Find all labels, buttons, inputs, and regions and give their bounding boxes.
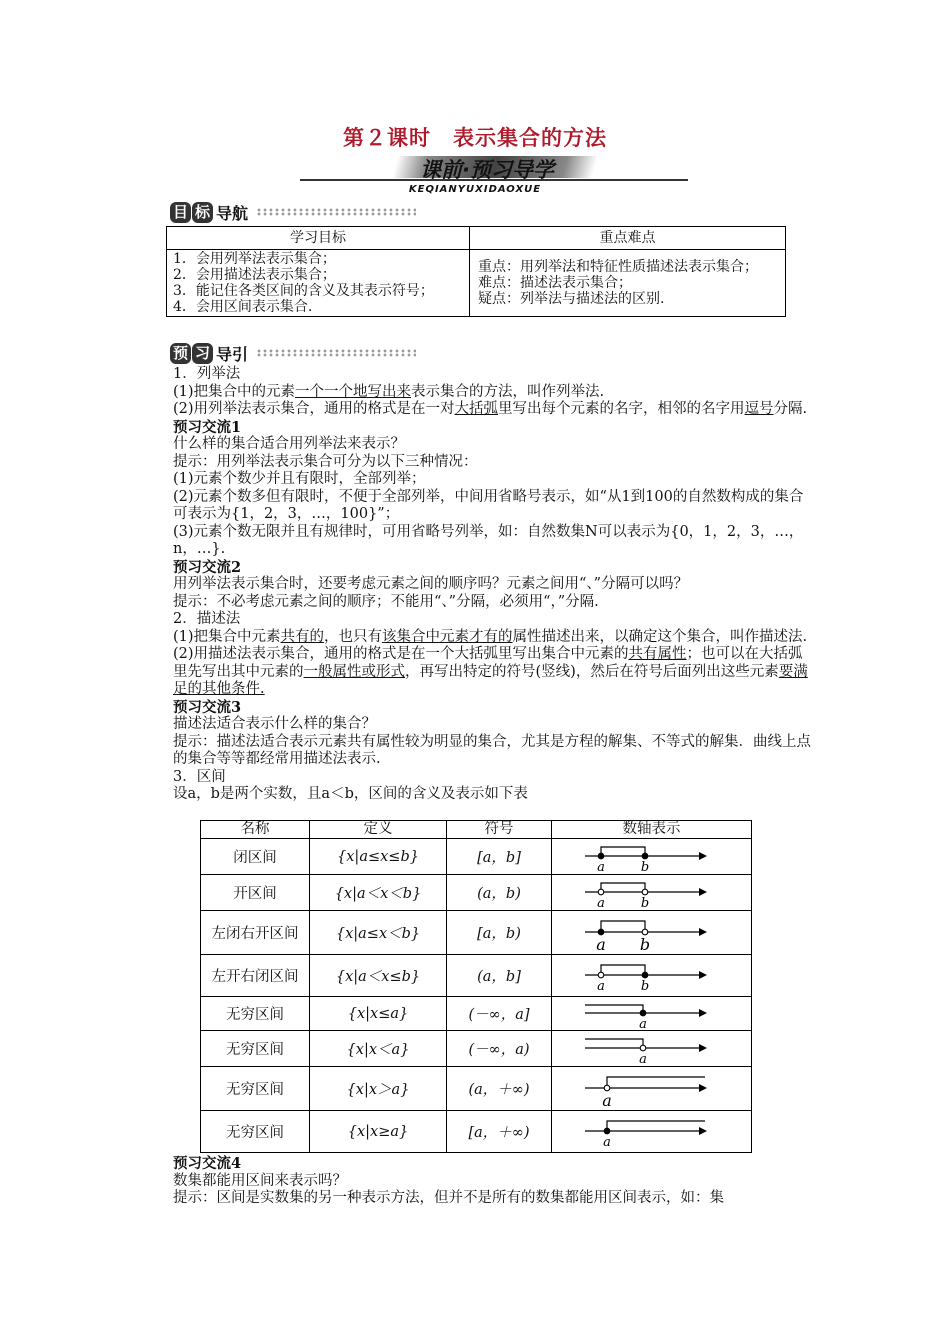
axis-label-a: a: [595, 934, 606, 954]
heading-list-method: 1．列举法: [173, 366, 241, 382]
question: 描述法适合表示什么样的集合？: [173, 716, 376, 732]
axis-label-b: b: [640, 859, 649, 874]
goal-item: 2．会用描述法表示集合；: [173, 267, 336, 283]
col-symbol: 符号: [447, 821, 552, 839]
interval-row: [201, 1111, 752, 1153]
interval-row: [201, 997, 752, 1031]
number-line: [577, 1032, 727, 1066]
number-line: [577, 998, 727, 1030]
interval-symbol: (－∞，a): [447, 1031, 552, 1067]
tail-content: [173, 1155, 817, 1208]
axis-arrow: [699, 1084, 707, 1092]
interval-name: 无穷区间: [201, 1111, 310, 1153]
interval-number-line: [552, 955, 752, 997]
interval-row: [201, 1031, 752, 1067]
interval-bracket: [601, 965, 645, 975]
closed-endpoint: [640, 1010, 646, 1016]
key-item: 重点：用列举法和特征性质描述法表示集合；: [478, 259, 758, 275]
interval-row: [201, 875, 752, 911]
preview-badge-2: 习: [192, 343, 213, 364]
open-endpoint: [598, 889, 604, 895]
interval-name: 无穷区间: [201, 1067, 310, 1111]
axis-arrow: [699, 928, 707, 936]
number-line: [577, 1068, 727, 1110]
dotted-rule: [256, 349, 416, 357]
closed-endpoint: [604, 1128, 610, 1134]
open-endpoint: [604, 1085, 610, 1091]
interval-name: 左闭右开区间: [201, 911, 310, 955]
hint: 提示：不必考虑元素之间的顺序；不能用“、”分隔，必须用“，”分隔.: [173, 593, 599, 610]
axis-label-a: a: [596, 978, 605, 994]
interval-name: 开区间: [201, 875, 310, 911]
interval-name: 无穷区间: [201, 997, 310, 1031]
interval-row: [201, 911, 752, 955]
goals-header-right: 重点难点: [470, 227, 786, 250]
heading-description-method: 2．描述法: [173, 611, 241, 627]
paragraph: (2)用描述法表示集合，通用的格式是在一个大括弧里写出集合中元素的共有属性；也可以在大括弧里先写出其中元素的一般属性或形式，再写出特定的符号(竖线)，然后在符号后面列出这些元素要满足的其他条件.: [173, 646, 808, 697]
number-line: [577, 956, 727, 996]
axis-label-a: a: [638, 1051, 647, 1066]
key-item: 难点：描述法表示集合；: [478, 275, 632, 291]
interval-number-line: [552, 875, 752, 911]
main-content: [173, 366, 817, 804]
interval-number-line: [552, 839, 752, 875]
question: 数集都能用区间来表示吗？: [173, 1172, 347, 1189]
interval-bracket: [607, 1121, 705, 1131]
interval-name: 闭区间: [201, 839, 310, 875]
preview-badge-1: 预: [170, 343, 191, 364]
interval-name: 左开右闭区间: [201, 955, 310, 997]
interval-row: [201, 955, 752, 997]
col-definition: 定义: [310, 821, 447, 839]
interval-bracket: [601, 883, 645, 892]
interval-bracket: [601, 921, 645, 932]
number-line: [577, 876, 727, 910]
hint: 提示：用列举法表示集合可分为以下三种情况：: [173, 453, 478, 470]
interval-symbol: (a，b]: [447, 955, 552, 997]
col-number-line: 数轴表示: [552, 821, 752, 839]
interval-bracket: [601, 847, 645, 856]
interval-symbol: [a，b]: [447, 839, 552, 875]
interval-number-line: [552, 1111, 752, 1153]
open-endpoint: [642, 929, 648, 935]
open-endpoint: [640, 1045, 646, 1051]
axis-arrow: [699, 888, 707, 896]
interval-definition: {x|a＜x≤b}: [310, 955, 447, 997]
interval-table: [200, 820, 752, 1153]
number-line: [577, 1112, 727, 1152]
goal-item: 3．能记住各类区间的含义及其表示符号；: [173, 283, 434, 299]
exchange-title: 预习交流1: [173, 418, 242, 436]
interval-definition: {x|a≤x≤b}: [310, 839, 447, 875]
interval-definition: {x|a＜x＜b}: [310, 875, 447, 911]
goals-table: [166, 226, 786, 317]
exchange-title: 预习交流4: [173, 1155, 242, 1172]
goals-section-head: [170, 199, 416, 225]
interval-bracket: [585, 1005, 643, 1013]
interval-symbol: (－∞，a]: [447, 997, 552, 1031]
axis-arrow: [699, 852, 707, 860]
axis-label-a: a: [602, 1134, 611, 1150]
paragraph: (1)把集合中的元素一个一个地写出来表示集合的方法，叫作列举法.: [173, 383, 605, 400]
interval-symbol: (a，＋∞): [447, 1067, 552, 1111]
number-line: [577, 840, 727, 874]
axis-label-b: b: [639, 934, 650, 954]
heading-interval: 3．区间: [173, 768, 226, 785]
question: 用列举法表示集合时，还要考虑元素之间的顺序吗？元素之间用“、”分隔可以吗？: [173, 576, 689, 592]
closed-endpoint: [598, 853, 604, 859]
banner-subtitle: KEQIANYUXIDAOXUE: [408, 184, 542, 195]
open-endpoint: [598, 972, 604, 978]
banner-rule: [300, 179, 688, 181]
hint: 提示：描述法适合表示元素共有属性较为明显的集合，尤其是方程的解集、不等式的解集．曲线上点的集合等等都经常用描述法表示.: [173, 733, 811, 767]
closed-endpoint: [598, 929, 604, 935]
axis-arrow: [699, 1009, 707, 1017]
interval-definition: {x|x＞a}: [310, 1067, 447, 1111]
axis-arrow: [699, 971, 707, 979]
interval-definition: {x|a≤x＜b}: [310, 911, 447, 955]
closed-endpoint: [642, 972, 648, 978]
axis-label-a: a: [638, 1016, 647, 1030]
hint: (2)元素个数多但有限时，不便于全部列举，中间用省略号表示，如“从1到100的自然数构成的集合可表示为{1，2，3，…，100}”；: [173, 488, 804, 522]
axis-label-b: b: [640, 978, 649, 994]
interval-number-line: [552, 997, 752, 1031]
hint: 提示：区间是实数集的另一种表示方法，但并不是所有的数集都能用区间表示，如：集: [173, 1190, 724, 1206]
goals-badge-2: 标: [192, 202, 213, 223]
preview-label: 导引: [216, 344, 249, 364]
number-line: [577, 912, 727, 954]
key-item: 疑点：列举法与描述法的区别.: [478, 291, 665, 307]
interval-definition: {x|x≤a}: [310, 997, 447, 1031]
interval-number-line: [552, 911, 752, 955]
interval-bracket: [607, 1077, 705, 1088]
interval-row: [201, 1067, 752, 1111]
banner-title: 课前·预习导学: [420, 158, 554, 182]
axis-label-a: a: [596, 895, 605, 910]
interval-number-line: [552, 1031, 752, 1067]
closed-endpoint: [642, 853, 648, 859]
interval-bracket: [585, 1039, 643, 1048]
goal-item: 4．会用区间表示集合.: [173, 299, 313, 315]
paragraph: (1)把集合中元素共有的，也只有该集合中元素才有的属性描述出来，以确定这个集合，叫作描述法.: [173, 628, 808, 645]
interval-definition: {x|x≥a}: [310, 1111, 447, 1153]
interval-symbol: [a，b): [447, 911, 552, 955]
col-name: 名称: [201, 821, 310, 839]
exchange-title: 预习交流3: [173, 698, 242, 716]
goals-right-cell: [470, 250, 786, 317]
preview-section-head: [170, 340, 416, 366]
interval-symbol: [a，＋∞): [447, 1111, 552, 1153]
page-title: 第２课时 表示集合的方法: [343, 126, 607, 150]
dotted-rule: [256, 208, 416, 216]
exchange-title: 预习交流2: [173, 558, 242, 576]
goals-badge-1: 目: [170, 202, 191, 223]
interval-intro: 设a，b是两个实数，且a＜b，区间的含义及表示如下表: [173, 786, 528, 802]
paragraph: (2)用列举法表示集合，通用的格式是在一对大括弧里写出每个元素的名字，相邻的名字用逗号分隔.: [173, 401, 808, 417]
hint: (1)元素个数少并且有限时，全部列举；: [173, 471, 426, 487]
goals-left-cell: [167, 250, 470, 317]
section-banner: [300, 154, 688, 184]
axis-arrow: [699, 1044, 707, 1052]
interval-number-line: [552, 1067, 752, 1111]
interval-symbol: (a，b): [447, 875, 552, 911]
hint: (3)元素个数无限并且有规律时，可用省略号列举，如：自然数集N可以表示为{0，1，2，3，…，n，…}.: [173, 523, 804, 557]
goals-label: 导航: [216, 203, 249, 223]
question: 什么样的集合适合用列举法来表示？: [173, 436, 405, 452]
interval-definition: {x|x＜a}: [310, 1031, 447, 1067]
axis-label-b: b: [640, 895, 649, 910]
interval-row: [201, 839, 752, 875]
open-endpoint: [642, 889, 648, 895]
goals-header-left: 学习目标: [167, 227, 470, 250]
interval-name: 无穷区间: [201, 1031, 310, 1067]
goal-item: 1．会用列举法表示集合；: [173, 251, 336, 267]
axis-arrow: [699, 1127, 707, 1135]
axis-label-a: a: [596, 859, 605, 874]
axis-label-a: a: [601, 1090, 612, 1110]
